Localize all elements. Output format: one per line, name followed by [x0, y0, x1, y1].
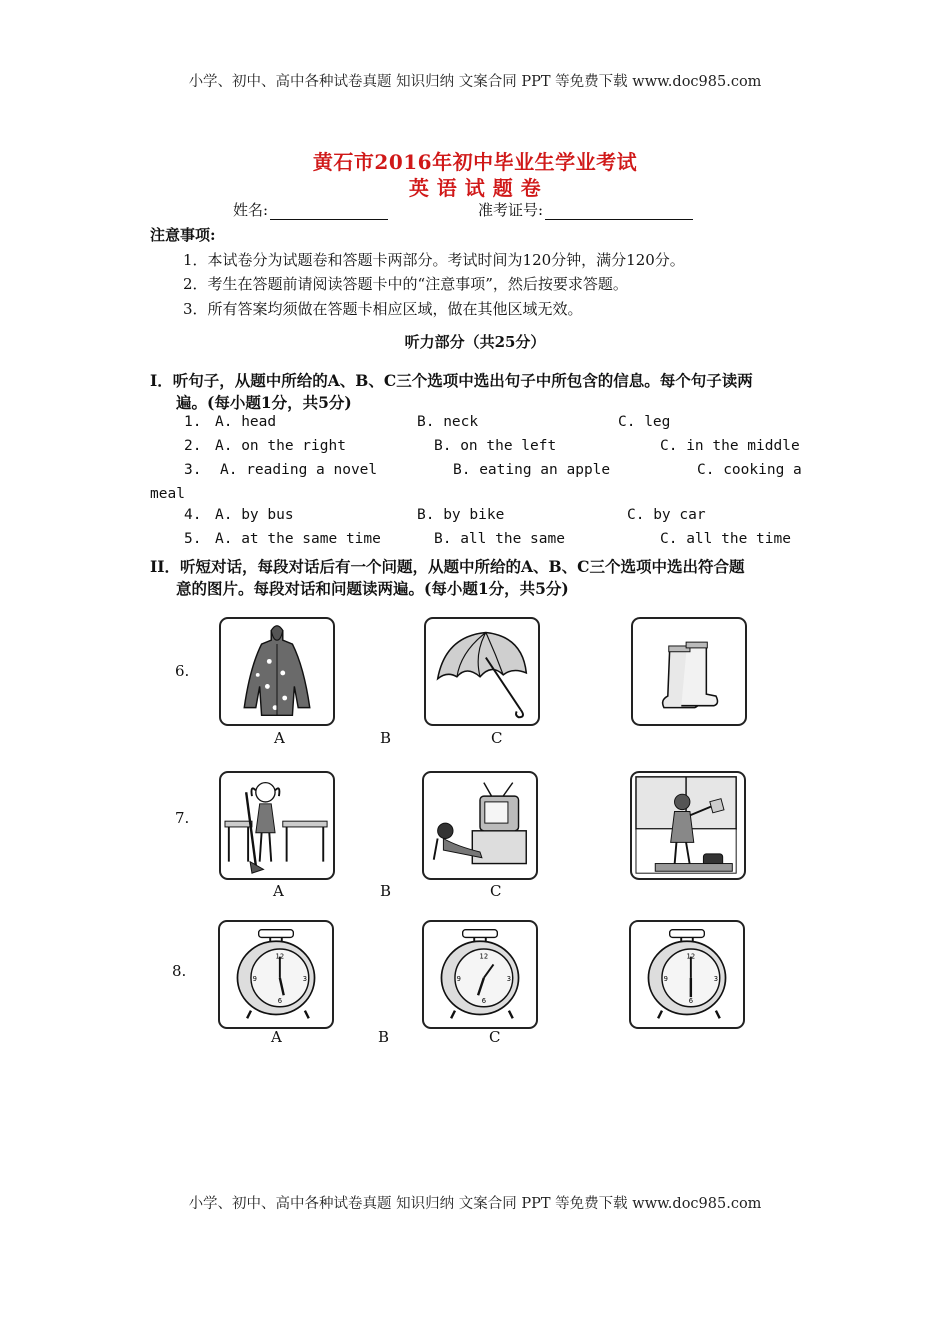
q8-label-c: C: [489, 1028, 501, 1046]
q8-label-a: A: [271, 1028, 282, 1046]
q7-label-a: A: [273, 882, 284, 900]
q4-option-b[interactable]: B. by bike: [417, 507, 505, 523]
svg-text:9: 9: [663, 974, 668, 983]
q2-option-a[interactable]: A. on the right: [215, 438, 346, 454]
q1-number: 1.: [184, 414, 202, 430]
section1-instructions-cont: 遍。(每小题1分，共5分): [176, 393, 352, 412]
listening-heading: 听力部分（共25分）: [404, 333, 546, 351]
q5-option-b[interactable]: B. all the same: [434, 531, 565, 547]
q1-option-a[interactable]: A. head: [215, 414, 277, 430]
raincoat-icon[interactable]: [219, 617, 335, 726]
q3-number: 3.: [184, 462, 202, 478]
notice-item-2: 2．考生在答题前请阅读答题卡中的“注意事项”，然后按要求答题。: [183, 275, 628, 293]
alarm-clock-icon[interactable]: [218, 920, 334, 1029]
girl-watching-tv-icon[interactable]: [422, 771, 538, 880]
svg-text:3: 3: [506, 974, 512, 983]
q7-label-c: C: [490, 882, 502, 900]
girl-sweeping-icon[interactable]: [219, 771, 335, 880]
q3-option-c[interactable]: C. cooking a: [697, 462, 802, 478]
id-label: 准考证号:: [478, 201, 544, 219]
q6-number: 6.: [175, 662, 190, 680]
q5-option-c[interactable]: C. all the time: [660, 531, 791, 547]
q4-number: 4.: [184, 507, 202, 523]
svg-text:3: 3: [713, 974, 719, 983]
q4-option-a[interactable]: A. by bus: [215, 507, 294, 523]
q6-label-c: C: [491, 729, 503, 747]
exam-title: 黄石市2016年初中毕业生学业考试: [312, 150, 638, 174]
q3-option-c-wrap: meal: [150, 486, 185, 502]
section1-instructions: I．听句子，从题中所给的A、B、C三个选项中选出句子中所包含的信息。每个句子读两: [150, 371, 753, 390]
notice-item-1: 1．本试卷分为试题卷和答题卡两部分。考试时间为120分钟，满分120分。: [183, 251, 685, 269]
q2-option-c[interactable]: C. in the middle: [660, 438, 800, 454]
alarm-clock-icon[interactable]: [422, 920, 538, 1029]
name-field: [233, 199, 388, 220]
svg-text:3: 3: [302, 974, 308, 983]
umbrella-icon[interactable]: [424, 617, 540, 726]
svg-text:9: 9: [252, 974, 257, 983]
q7-label-b: B: [380, 882, 392, 900]
q6-label-a: A: [274, 729, 285, 747]
rain-boots-icon[interactable]: [631, 617, 747, 726]
id-field: [478, 199, 693, 220]
alarm-clock-icon[interactable]: [629, 920, 745, 1029]
id-blank[interactable]: [545, 219, 693, 220]
q7-number: 7.: [175, 809, 190, 827]
svg-text:12: 12: [686, 952, 696, 961]
q3-option-a[interactable]: A. reading a novel: [220, 462, 378, 478]
svg-text:6: 6: [481, 996, 487, 1005]
q6-label-b: B: [380, 729, 392, 747]
q5-option-a[interactable]: A. at the same time: [215, 531, 381, 547]
svg-text:12: 12: [275, 952, 285, 961]
q1-option-b[interactable]: B. neck: [417, 414, 479, 430]
svg-text:6: 6: [277, 996, 283, 1005]
name-blank[interactable]: [270, 219, 388, 220]
notice-heading: 注意事项:: [150, 226, 216, 244]
q3-option-b[interactable]: B. eating an apple: [453, 462, 611, 478]
page-footer: 小学、初中、高中各种试卷真题 知识归纳 文案合同 PPT 等免费下载 www.doc985.com: [188, 1196, 762, 1212]
exam-subtitle: 英 语 试 题 卷: [408, 176, 542, 200]
section2-instructions-cont: 意的图片。每段对话和问题读两遍。(每小题1分，共5分): [176, 579, 569, 598]
svg-text:12: 12: [479, 952, 489, 961]
name-label: 姓名:: [233, 201, 269, 219]
girl-cleaning-window-icon[interactable]: [630, 771, 746, 880]
svg-text:9: 9: [456, 974, 461, 983]
page-header: 小学、初中、高中各种试卷真题 知识归纳 文案合同 PPT 等免费下载 www.doc985.com: [188, 74, 762, 90]
q4-option-c[interactable]: C. by car: [627, 507, 706, 523]
q8-label-b: B: [378, 1028, 390, 1046]
q5-number: 5.: [184, 531, 202, 547]
q8-number: 8.: [172, 962, 187, 980]
q2-option-b[interactable]: B. on the left: [434, 438, 557, 454]
notice-item-3: 3．所有答案均须做在答题卡相应区域，做在其他区域无效。: [183, 300, 583, 318]
section2-instructions: II．听短对话，每段对话后有一个问题，从题中所给的A、B、C三个选项中选出符合题: [150, 557, 745, 576]
q1-option-c[interactable]: C. leg: [618, 414, 671, 430]
q2-number: 2.: [184, 438, 202, 454]
svg-text:6: 6: [688, 996, 694, 1005]
